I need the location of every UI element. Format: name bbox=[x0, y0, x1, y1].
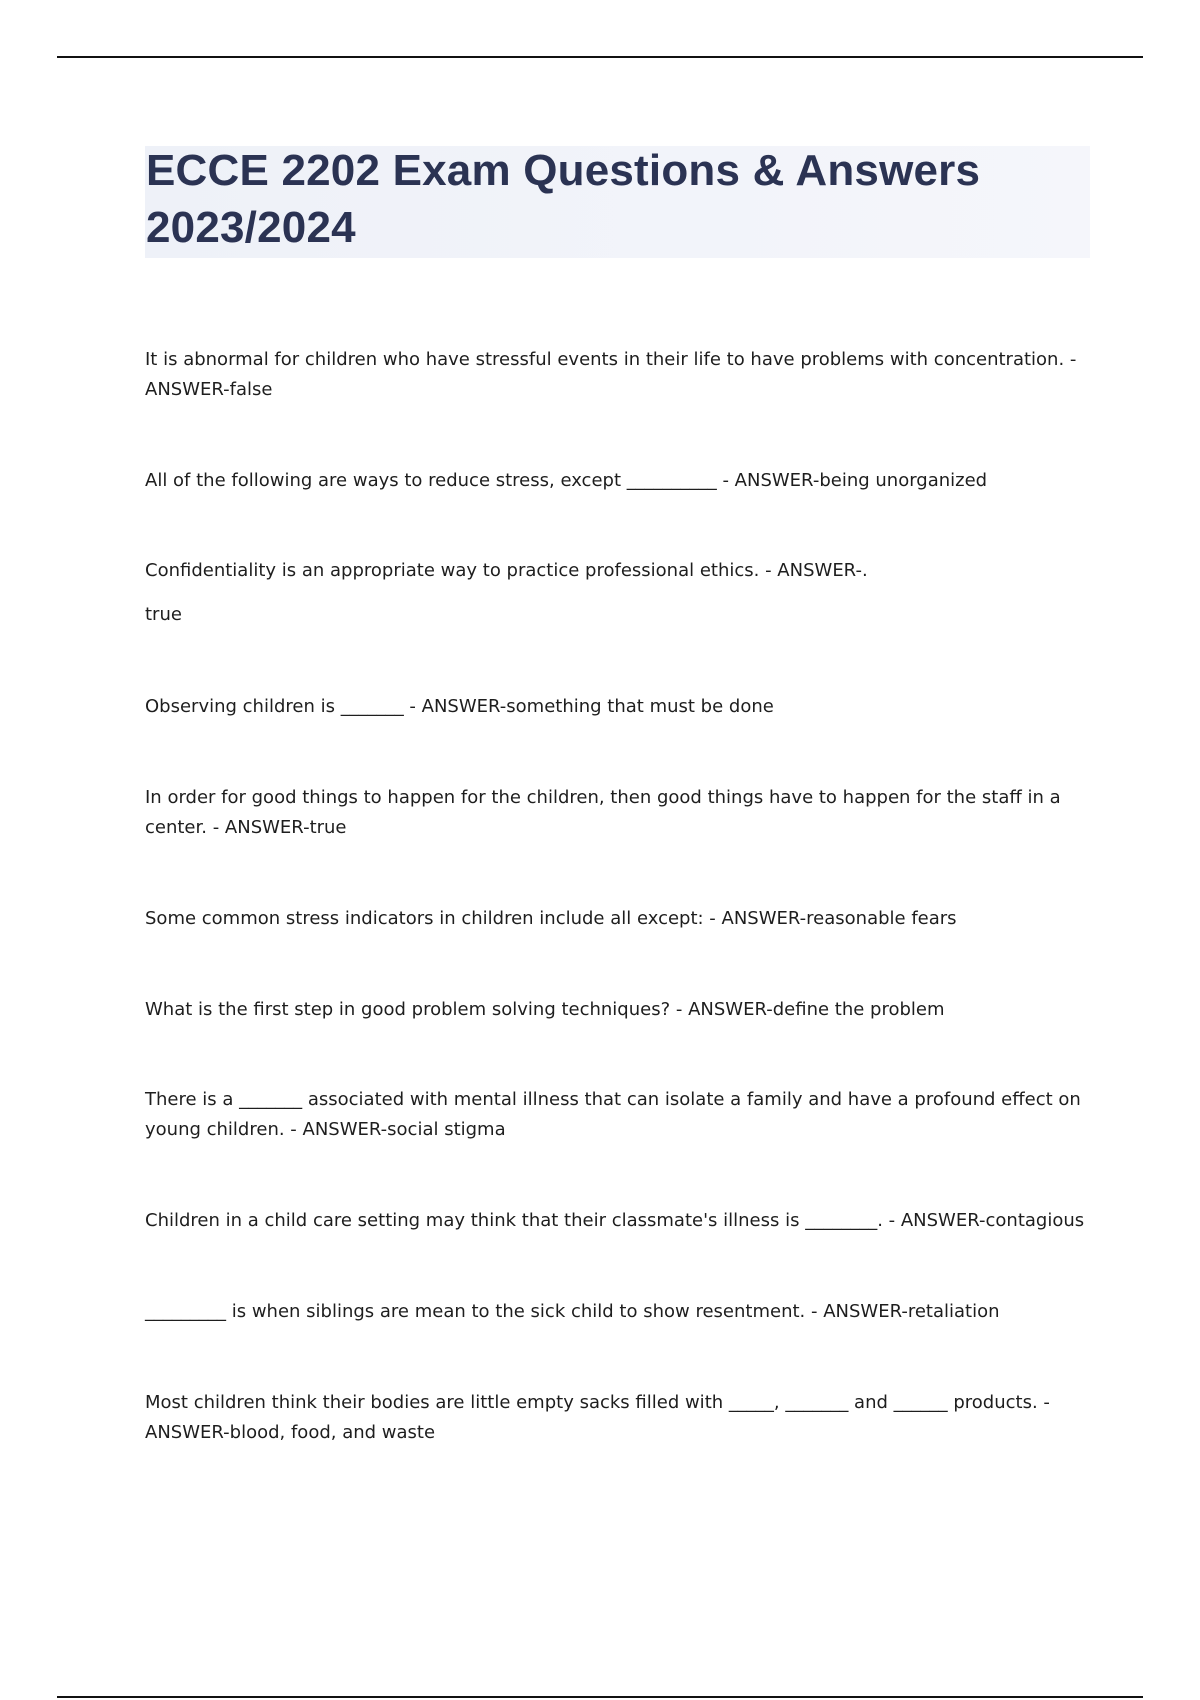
qa-item-3-answer: true bbox=[145, 604, 182, 625]
qa-item-1: It is abnormal for children who have stressful events in their life to have problems with concentration. - ANSWER-false bbox=[145, 349, 1077, 400]
top-divider bbox=[57, 56, 1143, 58]
qa-item-2: All of the following are ways to reduce stress, except __________ - ANSWER-being unorganized bbox=[145, 470, 988, 491]
qa-item-8: There is a _______ associated with mental illness that can isolate a family and have a profound effect on young children. - ANSWER-social stigma bbox=[145, 1089, 1081, 1140]
qa-item-7: What is the first step in good problem solving techniques? - ANSWER-define the problem bbox=[145, 999, 945, 1020]
bottom-divider bbox=[57, 1696, 1143, 1698]
page-title: ECCE 2202 Exam Questions & Answers 2023/2024 bbox=[146, 146, 981, 252]
qa-item-10: _________ is when siblings are mean to the sick child to show resentment. - ANSWER-retaliation bbox=[145, 1301, 1000, 1322]
qa-item-4: Observing children is _______ - ANSWER-something that must be done bbox=[145, 696, 774, 717]
qa-item-9: Children in a child care setting may think that their classmate's illness is ________. - ANSWER-contagious bbox=[145, 1210, 1085, 1231]
qa-item-5: In order for good things to happen for the children, then good things have to happen for the staff in a center. - ANSWER-true bbox=[145, 787, 1061, 838]
qa-item-6: Some common stress indicators in children include all except: - ANSWER-reasonable fears bbox=[145, 908, 957, 929]
qa-item-3 bbox=[145, 556, 1085, 630]
qa-item-3-text: Confidentiality is an appropriate way to practice professional ethics. - ANSWER-. bbox=[145, 560, 868, 581]
qa-item-11: Most children think their bodies are little empty sacks filled with _____, _______ and ______ products. - ANSWER-blood, food, and waste bbox=[145, 1392, 1050, 1443]
